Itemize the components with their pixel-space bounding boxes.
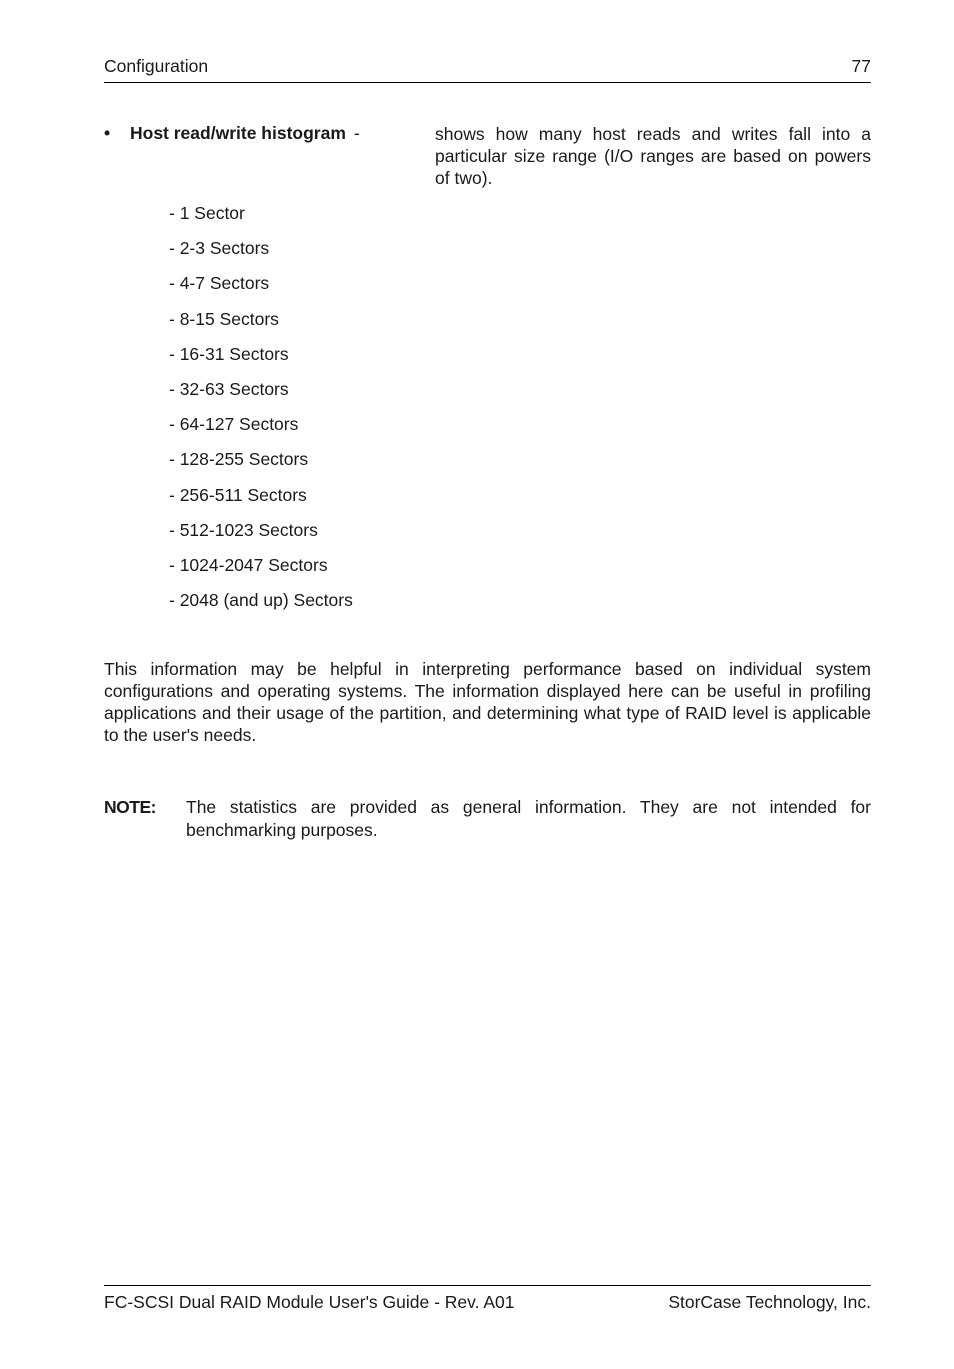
section-title: Configuration: [104, 56, 209, 76]
footer-guide-title: FC-SCSI Dual RAID Module User's Guide - Rev. A01: [104, 1292, 515, 1312]
sector-range-list: [169, 202, 353, 624]
list-item: - 2-3 Sectors: [169, 238, 270, 259]
term-text: Host read/write histogram: [130, 123, 346, 143]
page-footer: [104, 1285, 871, 1316]
bullet-icon: •: [104, 123, 111, 143]
page-header: [104, 56, 871, 83]
note-label: NOTE:: [104, 797, 156, 817]
footer-company: StorCase Technology, Inc.: [668, 1292, 871, 1312]
list-item: - 1024-2047 Sectors: [169, 554, 328, 575]
list-item: - 64-127 Sectors: [169, 414, 299, 435]
list-item: - 1 Sector: [169, 203, 245, 223]
term-label: [130, 123, 360, 144]
body-paragraph: This information may be helpful in interpreting performance based on individual system configurations and operating systems. The information displayed here can be useful in profiling applications and their usage of the partition, and determining what type of RAID level is applicable to the user's needs.: [104, 659, 871, 745]
page-number: 77: [851, 56, 871, 76]
list-item: - 8-15 Sectors: [169, 308, 279, 329]
list-item: - 16-31 Sectors: [169, 343, 289, 364]
term-dash: -: [353, 123, 360, 143]
note-text: The statistics are provided as general information. They are not intended for benchmarking purposes.: [186, 797, 871, 840]
list-item: - 256-511 Sectors: [169, 484, 307, 505]
list-item: - 4-7 Sectors: [169, 273, 270, 294]
term-description: shows how many host reads and writes fall into a particular size range (I/O ranges are based on powers of two).: [435, 124, 871, 188]
list-item: - 32-63 Sectors: [169, 378, 289, 399]
list-item: - 2048 (and up) Sectors: [169, 590, 353, 611]
list-item: - 128-255 Sectors: [169, 449, 309, 470]
list-item: - 512-1023 Sectors: [169, 519, 318, 540]
